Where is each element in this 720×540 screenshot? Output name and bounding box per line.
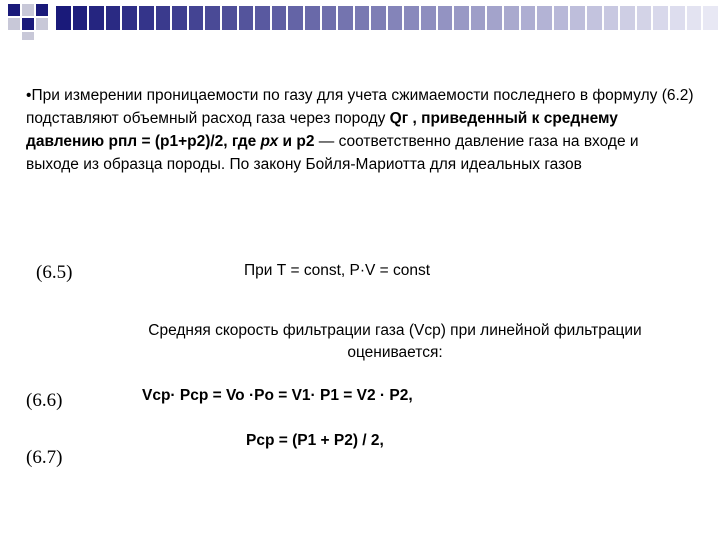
gradient-segment: [73, 6, 90, 30]
decor-square: [22, 18, 34, 30]
gradient-segment: [172, 6, 189, 30]
gradient-segment: [554, 6, 571, 30]
gradient-segment: [255, 6, 272, 30]
gradient-segment: [504, 6, 521, 30]
gradient-segment: [272, 6, 289, 30]
gradient-segment: [388, 6, 405, 30]
gradient-segment: [404, 6, 421, 30]
gradient-segment: [670, 6, 687, 30]
gradient-segment: [56, 6, 73, 30]
gradient-segment: [570, 6, 587, 30]
paragraph-italic-1: рх: [260, 133, 279, 150]
gradient-segment: [205, 6, 222, 30]
equation-label-6-7: (6.7): [26, 447, 63, 468]
decor-square: [22, 4, 34, 16]
decor-square: [8, 4, 20, 16]
gradient-segment: [139, 6, 156, 30]
gradient-segment: [438, 6, 455, 30]
gradient-segment: [471, 6, 488, 30]
equation-6-6: Vср· Рср = Vo ·Рo = V1· P1 = V2 · P2,: [142, 387, 413, 404]
gradient-segment: [322, 6, 339, 30]
gradient-segment: [521, 6, 538, 30]
gradient-segment: [487, 6, 504, 30]
gradient-segment: [703, 6, 720, 30]
gradient-segment: [288, 6, 305, 30]
decor-square: [22, 32, 34, 40]
gradient-segment: [338, 6, 355, 30]
equation-label-6-6: (6.6): [26, 390, 63, 411]
equation-6-7: Рср = (Р1 + Р2) / 2,: [246, 432, 384, 449]
gradient-segment: [355, 6, 372, 30]
paragraph-text-2: — соответственно давление газа на входе и выходе из образца породы. По закону Бойля-Мариотта для идеальных газов: [26, 133, 639, 173]
gradient-segment: [620, 6, 637, 30]
gradient-segment: [637, 6, 654, 30]
decor-square: [8, 18, 20, 30]
gradient-segment: [421, 6, 438, 30]
slide-header-decoration: [0, 0, 720, 40]
gradient-segment: [156, 6, 173, 30]
gradient-segment: [371, 6, 388, 30]
filtration-description: Средняя скорость фильтрации газа (Vср) при линейной фильтрации оценивается:: [148, 322, 642, 361]
paragraph-text-1: При измерении проницаемости по газу для учета сжимаемости последнего в формулу (6.2) подставляют объемный расход газа через породу: [26, 87, 694, 127]
decor-square: [36, 18, 48, 30]
equation-6-5: При Т = const, P·V = const: [244, 262, 431, 279]
gradient-segment: [239, 6, 256, 30]
gradient-segment: [604, 6, 621, 30]
gradient-segment: [189, 6, 206, 30]
gradient-segment: [305, 6, 322, 30]
gradient-segment: [687, 6, 704, 30]
decor-square: [36, 4, 48, 16]
intro-paragraph: [26, 84, 694, 176]
gradient-segment: [653, 6, 670, 30]
gradient-segment: [89, 6, 106, 30]
bullet: •: [26, 87, 32, 104]
gradient-segment: [537, 6, 554, 30]
header-gradient-bar: [56, 6, 720, 30]
gradient-segment: [454, 6, 471, 30]
gradient-segment: [587, 6, 604, 30]
gradient-segment: [106, 6, 123, 30]
equation-label-6-5: (6.5): [36, 262, 73, 283]
gradient-segment: [122, 6, 139, 30]
paragraph-bold-2: и р2: [278, 133, 315, 150]
gradient-segment: [222, 6, 239, 30]
paragraph-bold-1: Qг , приведенный к среднему давлению рпл = (р1+р2)/2, где: [26, 110, 618, 150]
